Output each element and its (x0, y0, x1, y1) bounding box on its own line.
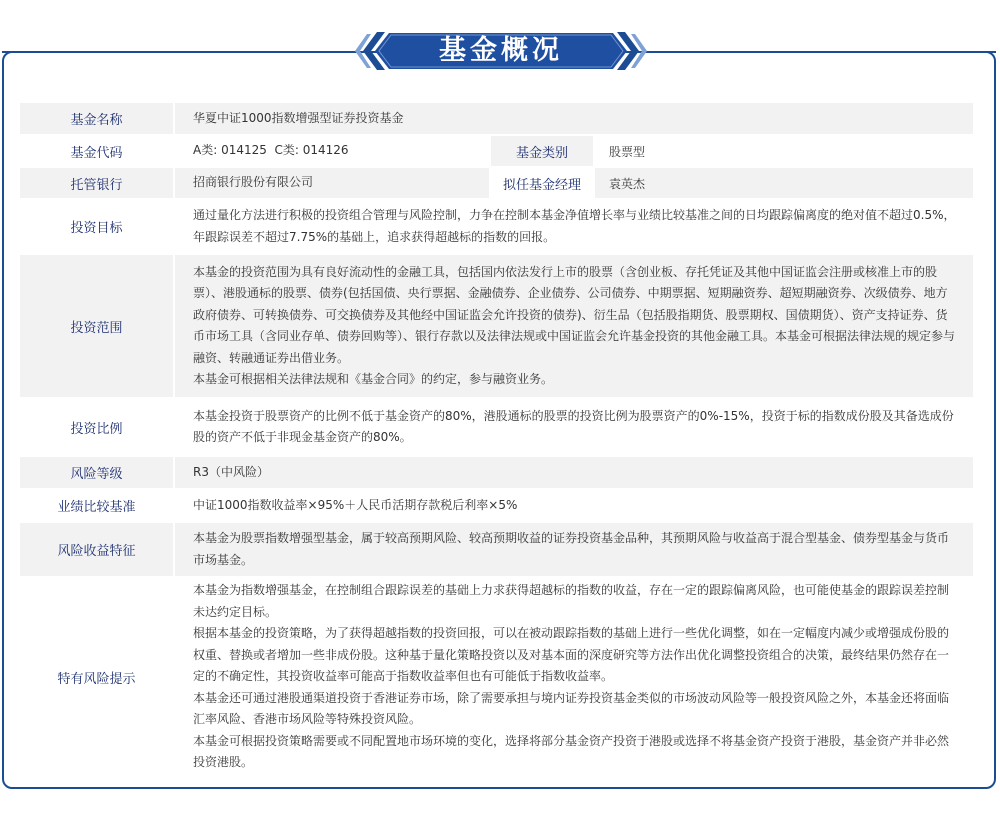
row-fund-name (20, 103, 973, 135)
value-risk-level: R3（中风险） (174, 456, 973, 489)
row-special-risk (20, 577, 973, 777)
label-fund-name: 基金名称 (20, 103, 174, 135)
row-fund-code (20, 135, 973, 167)
value-scope (174, 254, 973, 398)
row-risk-level (20, 456, 973, 489)
row-custodian (20, 167, 973, 199)
label-fund-type: 基金类别 (490, 135, 594, 167)
label-risk-level: 风险等级 (20, 456, 174, 489)
value-benchmark: 中证1000指数收益率×95%＋人民币活期存款税后利率×5% (174, 489, 973, 522)
label-special-risk: 特有风险提示 (20, 577, 174, 777)
row-risk-return (20, 522, 973, 577)
scope-paragraph-2: 本基金可根据相关法律法规和《基金合同》的约定，参与融资业务。 (193, 372, 554, 386)
value-objective: 通过量化方法进行积极的投资组合管理与风险控制，力争在控制本基金净值增长率与业绩比较基准之间的日均跟踪偏离度的绝对值不超过0.5%，年跟踪误差不超过7.75%的基础上，追求获得超越标的指数的回报。 (174, 199, 973, 254)
row-scope (20, 254, 973, 398)
value-risk-return: 本基金为股票指数增强型基金，属于较高预期风险、较高预期收益的证券投资基金品种，其预期风险与收益高于混合型基金、债券型基金与货币市场基金。 (174, 522, 973, 577)
label-fund-manager: 拟任基金经理 (490, 167, 594, 199)
label-custodian: 托管银行 (20, 167, 174, 199)
label-objective: 投资目标 (20, 199, 174, 254)
value-fund-code: A类: 014125 C类: 014126 (174, 135, 490, 167)
value-special-risk (174, 577, 973, 777)
special-risk-paragraph-4: 本基金可根据投资策略需要或不同配置地市场环境的变化，选择将部分基金资产投资于港股或选择不将基金资产投资于港股，基金资产并非必然投资港股。 (193, 733, 950, 770)
label-benchmark: 业绩比较基准 (20, 489, 174, 522)
label-risk-return: 风险收益特征 (20, 522, 174, 577)
value-fund-manager: 袁英杰 (594, 167, 973, 199)
value-ratio: 本基金投资于股票资产的比例不低于基金资产的80%，港股通标的股票的投资比例为股票资产的0%-15%，投资于标的指数成份股及其备选成份股的资产不低于非现金基金资产的80%。 (174, 398, 973, 456)
title-banner (355, 30, 647, 72)
scope-paragraph-1: 本基金的投资范围为具有良好流动性的金融工具，包括国内依法发行上市的股票（含创业板、存托凭证及其他中国证监会注册或核准上市的股票）、港股通标的股票、债券(包括国债、央行票据、金融债券、企业债券、公司债券、中期票据、短期融资券、超短期融资券、次级债券、地方政府债券、可转换债券、可交换债券及其他经中国证监会允许投资的债券)、衍生品（包括股指期货、股票期权、国债期货）、资产支持证券、货币市场工具（含同业存单、债券回购等）、银行存款以及法律法规或中国证监会允许基金投资的其他金融工具。本基金可根据法律法规的规定参与融资、转融通证券出借业务。 (193, 264, 956, 365)
special-risk-paragraph-2: 根据本基金的投资策略，为了获得超越指数的投资回报，可以在被动跟踪指数的基础上进行一些优化调整，如在一定幅度内减少或增强成份股的权重、替换或者增加一些非成份股。这种基于量化策略投资以及对基本面的深度研究等方法作出优化调整投资组合的决策，最终结果仍然存在一定的不确定性，其投资收益率可能高于指数收益率但也有可能低于指数收益率。 (193, 626, 950, 684)
row-ratio (20, 398, 973, 456)
special-risk-paragraph-1: 本基金为指数增强基金，在控制组合跟踪误差的基础上力求获得超越标的指数的收益，存在一定的跟踪偏离风险，也可能使基金的跟踪误差控制未达约定目标。 (193, 583, 950, 619)
label-scope: 投资范围 (20, 254, 174, 398)
row-benchmark (20, 489, 973, 522)
page-title: 基金概况 (439, 35, 563, 66)
row-objective (20, 199, 973, 254)
fund-overview-table (20, 103, 973, 778)
special-risk-paragraph-3: 本基金还可通过港股通渠道投资于香港证券市场，除了需要承担与境内证券投资基金类似的市场波动风险等一般投资风险之外，本基金还将面临汇率风险、香港市场风险等特殊投资风险。 (193, 690, 950, 727)
label-ratio: 投资比例 (20, 398, 174, 456)
value-fund-name: 华夏中证1000指数增强型证券投资基金 (174, 103, 973, 135)
value-custodian: 招商银行股份有限公司 (174, 167, 490, 199)
label-fund-code: 基金代码 (20, 135, 174, 167)
value-fund-type: 股票型 (594, 135, 973, 167)
